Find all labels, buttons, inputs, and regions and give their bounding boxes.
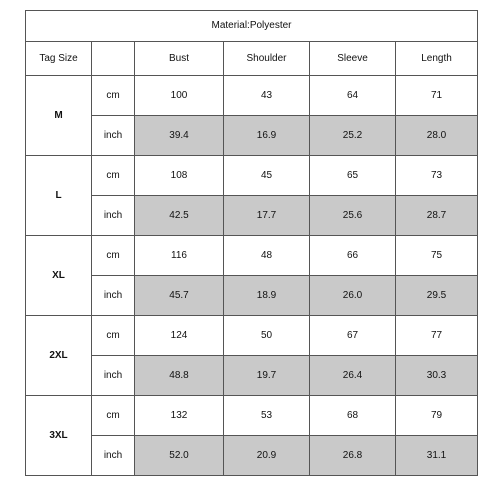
size-label: XL — [26, 236, 92, 316]
table-row-l-inch — [26, 196, 478, 236]
bust-cell: 48.8 — [135, 356, 224, 396]
unit-label: inch — [92, 116, 135, 156]
sleeve-cell: 67 — [310, 316, 396, 356]
size-label: L — [26, 156, 92, 236]
shoulder-cell: 19.7 — [224, 356, 310, 396]
sleeve-cell: 26.0 — [310, 276, 396, 316]
sleeve-cell: 64 — [310, 76, 396, 116]
table-row-2xl-inch — [26, 356, 478, 396]
length-cell: 30.3 — [396, 356, 478, 396]
unit-label: inch — [92, 196, 135, 236]
sleeve-cell: 25.6 — [310, 196, 396, 236]
title-row — [26, 11, 478, 42]
length-cell: 79 — [396, 396, 478, 436]
unit-label: inch — [92, 356, 135, 396]
shoulder-cell: 16.9 — [224, 116, 310, 156]
header-sleeve: Sleeve — [310, 42, 396, 76]
bust-cell: 116 — [135, 236, 224, 276]
table-row-xl-cm — [26, 236, 478, 276]
sleeve-cell: 26.4 — [310, 356, 396, 396]
header-tag-size: Tag Size — [26, 42, 92, 76]
shoulder-cell: 53 — [224, 396, 310, 436]
table-row-l-cm — [26, 156, 478, 196]
size-chart-body — [26, 11, 478, 476]
bust-cell: 108 — [135, 156, 224, 196]
shoulder-cell: 18.9 — [224, 276, 310, 316]
bust-cell: 45.7 — [135, 276, 224, 316]
length-cell: 71 — [396, 76, 478, 116]
unit-label: cm — [92, 76, 135, 116]
header-shoulder: Shoulder — [224, 42, 310, 76]
sleeve-cell: 26.8 — [310, 436, 396, 476]
unit-label: cm — [92, 316, 135, 356]
sleeve-cell: 65 — [310, 156, 396, 196]
unit-label: cm — [92, 156, 135, 196]
size-label: 3XL — [26, 396, 92, 476]
length-cell: 29.5 — [396, 276, 478, 316]
table-row-xl-inch — [26, 276, 478, 316]
unit-label: cm — [92, 396, 135, 436]
shoulder-cell: 20.9 — [224, 436, 310, 476]
table-row-m-inch — [26, 116, 478, 156]
unit-label: inch — [92, 276, 135, 316]
size-chart-table — [25, 10, 478, 476]
size-label: M — [26, 76, 92, 156]
header-bust: Bust — [135, 42, 224, 76]
header-unit — [92, 42, 135, 76]
size-label: 2XL — [26, 316, 92, 396]
table-row-3xl-cm — [26, 396, 478, 436]
length-cell: 31.1 — [396, 436, 478, 476]
header-row — [26, 42, 478, 76]
length-cell: 73 — [396, 156, 478, 196]
shoulder-cell: 45 — [224, 156, 310, 196]
unit-label: cm — [92, 236, 135, 276]
table-row-3xl-inch — [26, 436, 478, 476]
table-title: Material:Polyester — [26, 11, 478, 42]
bust-cell: 132 — [135, 396, 224, 436]
bust-cell: 42.5 — [135, 196, 224, 236]
length-cell: 77 — [396, 316, 478, 356]
bust-cell: 39.4 — [135, 116, 224, 156]
table-row-m-cm — [26, 76, 478, 116]
bust-cell: 100 — [135, 76, 224, 116]
header-length: Length — [396, 42, 478, 76]
length-cell: 75 — [396, 236, 478, 276]
sleeve-cell: 25.2 — [310, 116, 396, 156]
unit-label: inch — [92, 436, 135, 476]
bust-cell: 124 — [135, 316, 224, 356]
length-cell: 28.0 — [396, 116, 478, 156]
bust-cell: 52.0 — [135, 436, 224, 476]
shoulder-cell: 48 — [224, 236, 310, 276]
table-row-2xl-cm — [26, 316, 478, 356]
sleeve-cell: 68 — [310, 396, 396, 436]
length-cell: 28.7 — [396, 196, 478, 236]
shoulder-cell: 17.7 — [224, 196, 310, 236]
shoulder-cell: 43 — [224, 76, 310, 116]
shoulder-cell: 50 — [224, 316, 310, 356]
sleeve-cell: 66 — [310, 236, 396, 276]
